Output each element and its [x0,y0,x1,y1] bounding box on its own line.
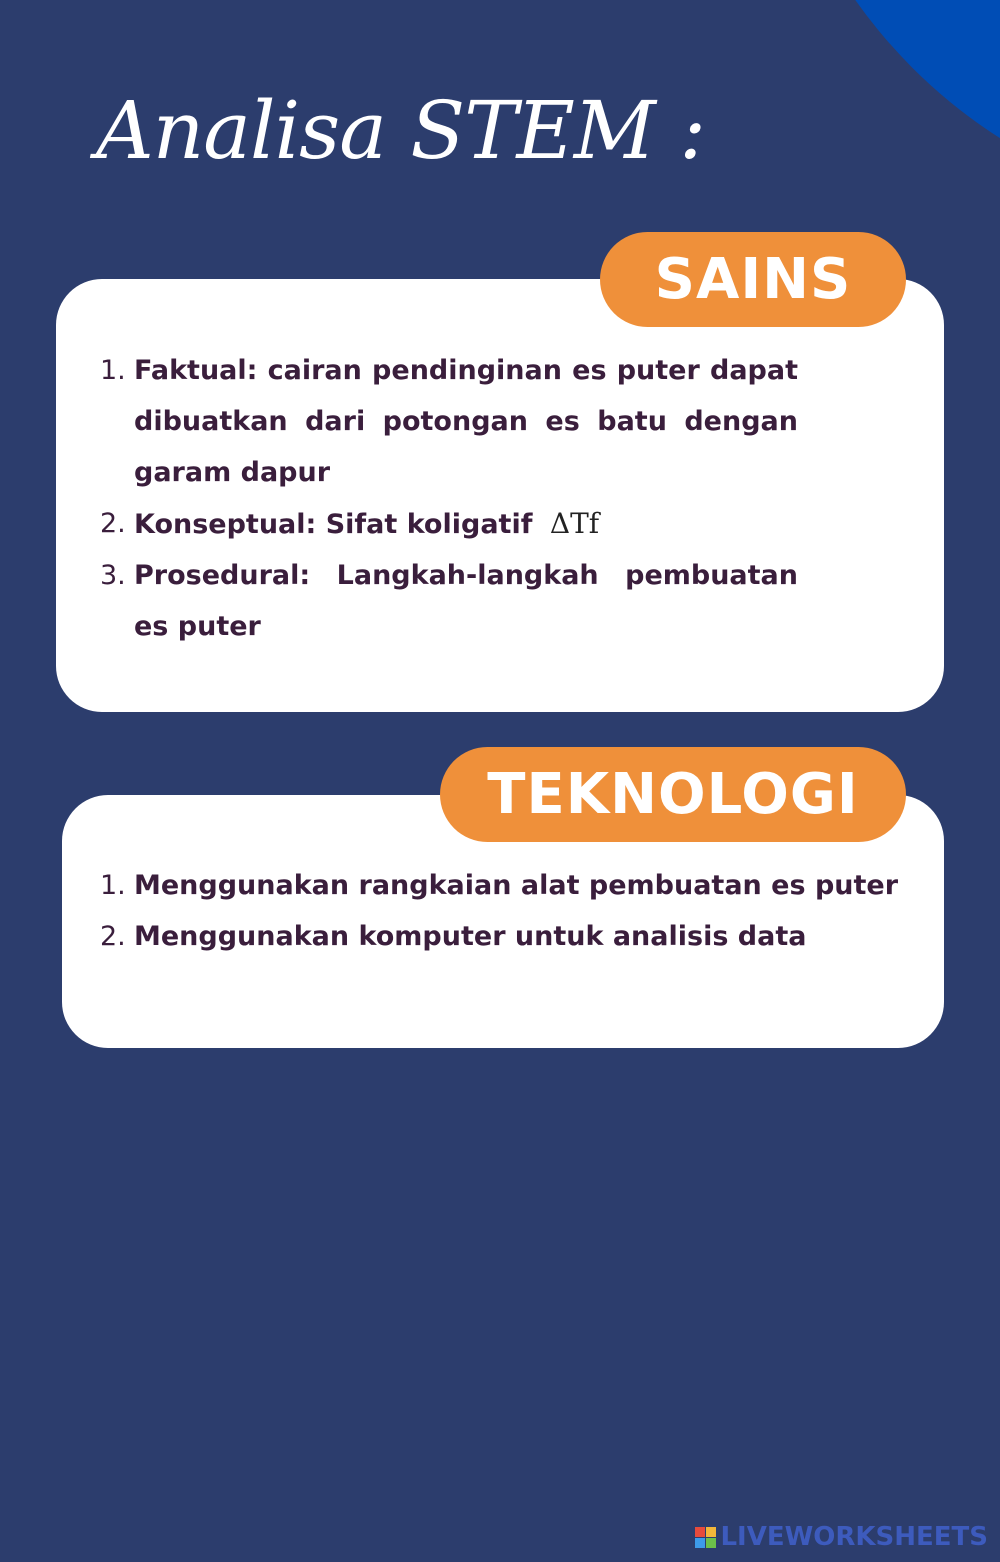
item-text: Konseptual: Sifat koligatif [134,509,533,540]
sains-list [100,345,798,652]
item-text: Menggunakan komputer untuk analisis data [134,921,807,952]
list-item [100,860,900,911]
list-item [100,345,798,498]
list-item [100,911,900,962]
corner-decoration [760,0,1000,220]
list-item [100,550,798,652]
list-item [100,498,798,550]
teknologi-tag: TEKNOLOGI [440,747,906,842]
formula-delta-tf: ΔTf [549,507,600,540]
liveworksheets-watermark [695,1522,988,1552]
page-title: Analisa STEM : [96,84,706,177]
teknologi-list [100,860,900,962]
item-number: 1. [100,870,126,901]
liveworksheets-logo-icon [695,1527,716,1548]
item-number: 3. [100,560,126,591]
item-text: Faktual: cairan pendinginan es puter dapat dibuatkan dari potongan es batu dengan garam dapur [134,355,798,488]
item-text: Prosedural: Langkah-langkah pembuatan es puter [134,560,798,642]
sains-tag: SAINS [600,232,906,327]
item-number: 1. [100,355,126,386]
watermark-text: LIVEWORKSHEETS [720,1522,988,1552]
item-number: 2. [100,508,126,539]
item-text: Menggunakan rangkaian alat pembuatan es puter [134,870,899,901]
item-number: 2. [100,921,126,952]
